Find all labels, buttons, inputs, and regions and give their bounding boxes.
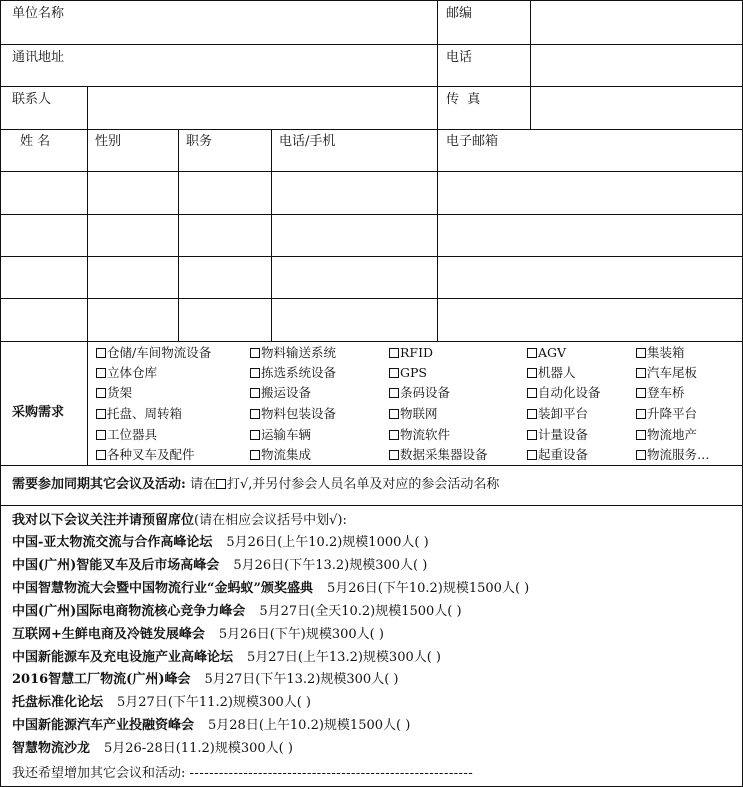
checkbox-icon[interactable] <box>527 450 537 460</box>
purchase-option-label: 数据采集器设备 <box>400 447 488 462</box>
purchase-option[interactable] <box>389 365 427 380</box>
row-divider <box>0 256 743 257</box>
purchase-option-label: 货架 <box>107 385 133 400</box>
purchase-option[interactable] <box>96 406 182 421</box>
meeting-item[interactable] <box>12 627 384 643</box>
checkbox-icon[interactable] <box>250 430 260 440</box>
meeting-title: 中国智慧物流大会暨中国物流行业“金蚂蚁”颁奖盛典 <box>12 581 313 596</box>
meetings-intro <box>12 513 347 529</box>
purchase-option[interactable] <box>527 385 601 400</box>
purchase-option-label: 物流集成 <box>261 447 312 462</box>
gender-column-header: 性别 <box>95 134 122 149</box>
other-events-instruction-pre: 请在 <box>189 477 216 492</box>
col-divider <box>530 0 531 129</box>
checkbox-icon[interactable] <box>250 450 260 460</box>
purchase-option-label: 运输车辆 <box>261 427 312 442</box>
meeting-title: 托盘标准化论坛 <box>12 695 104 710</box>
other-request-label: 我还希望增加其它会议和活动: <box>12 766 186 781</box>
meeting-detail: 5月27日(下午11.2)规模300人( ) <box>117 695 312 710</box>
meeting-detail: 5月26日(下午13.2)规模300人( ) <box>233 558 428 573</box>
purchase-option[interactable] <box>527 406 588 421</box>
purchase-option-label: 装卸平台 <box>538 406 589 421</box>
purchase-option[interactable] <box>527 447 588 462</box>
meetings-intro-title: 我对以下会议关注并请预留席位 <box>12 513 195 528</box>
purchase-option-label: 物联网 <box>400 406 438 421</box>
other-request-row <box>12 766 473 782</box>
purchase-option[interactable] <box>389 345 433 360</box>
checkbox-icon[interactable] <box>250 348 260 358</box>
checkbox-icon[interactable] <box>527 348 537 358</box>
checkbox-icon[interactable] <box>96 430 106 440</box>
meeting-detail: 5月27日(上午13.2)规模300人( ) <box>247 650 442 665</box>
purchase-option[interactable] <box>96 345 211 360</box>
purchase-option[interactable] <box>250 447 311 462</box>
meeting-detail: 5月26-28日(11.2)规模300人( ) <box>104 741 293 756</box>
purchase-option-label: AGV <box>538 345 567 360</box>
purchase-label-divider <box>87 341 88 465</box>
contact-label: 联系人 <box>12 92 52 107</box>
checkbox-icon[interactable] <box>96 409 106 419</box>
purchase-option[interactable] <box>389 447 488 462</box>
row-divider <box>0 505 743 506</box>
address-label: 通讯地址 <box>12 50 65 65</box>
meeting-detail: 5月26日(下午10.2)规模1500人( ) <box>326 581 530 596</box>
purchase-option-label: RFID <box>400 345 434 360</box>
purchase-option[interactable] <box>96 365 157 380</box>
purchase-option[interactable] <box>389 427 450 442</box>
meeting-title: 中国-亚太物流交流与合作高峰论坛 <box>12 535 213 550</box>
purchase-option-label: GPS <box>400 365 427 380</box>
meeting-item[interactable] <box>12 558 427 574</box>
row-divider <box>0 298 743 299</box>
checkbox-icon[interactable] <box>389 348 399 358</box>
purchase-option-label: 仓储/车间物流设备 <box>107 345 212 360</box>
purchase-option[interactable] <box>389 406 438 421</box>
meeting-item[interactable] <box>12 650 441 666</box>
purchase-option[interactable] <box>389 385 450 400</box>
meeting-detail: 5月27日(下午13.2)规模300人( ) <box>204 672 399 687</box>
purchase-option[interactable] <box>250 406 336 421</box>
meeting-item[interactable] <box>12 535 429 551</box>
checkbox-icon[interactable] <box>636 368 646 378</box>
purchase-option[interactable] <box>527 427 588 442</box>
row-divider <box>0 465 743 466</box>
checkbox-icon[interactable] <box>636 348 646 358</box>
col-divider <box>437 0 438 129</box>
meeting-item[interactable] <box>12 604 462 620</box>
purchase-option[interactable] <box>250 345 336 360</box>
purchase-option-label: 自动化设备 <box>538 385 601 400</box>
meeting-detail: 5月26日(下午)规模300人( ) <box>218 627 384 642</box>
checkbox-icon <box>216 479 226 489</box>
checkbox-icon[interactable] <box>389 388 399 398</box>
col-divider <box>178 129 179 341</box>
purchase-option-label: 计量设备 <box>538 427 589 442</box>
meeting-title: 智慧物流沙龙 <box>12 741 91 756</box>
purchase-option[interactable] <box>636 406 697 421</box>
purchase-option-label: 物流服务… <box>647 447 710 462</box>
checkbox-icon[interactable] <box>527 368 537 378</box>
meetings-intro-note: (请在相应会议括号中划√): <box>194 513 347 528</box>
purchase-option[interactable] <box>96 427 157 442</box>
purchase-option-label: 登车桥 <box>647 385 685 400</box>
checkbox-icon[interactable] <box>636 388 646 398</box>
checkbox-icon[interactable] <box>527 409 537 419</box>
row-divider <box>0 86 743 87</box>
row-divider <box>0 44 743 45</box>
checkbox-icon[interactable] <box>96 368 106 378</box>
col-divider <box>271 129 272 341</box>
row-divider <box>0 214 743 215</box>
purchase-option[interactable] <box>636 447 710 462</box>
meeting-title: 中国新能源汽车产业投融资峰会 <box>12 718 195 733</box>
postcode-label: 邮编 <box>446 6 473 21</box>
purchase-option-label: 工位器具 <box>107 427 158 442</box>
phone-label: 电话 <box>446 50 473 65</box>
meeting-item[interactable] <box>12 581 529 597</box>
meeting-detail: 5月26日(上午10.2)规模1000人( ) <box>226 535 429 550</box>
name-column-header: 姓 名 <box>20 134 51 149</box>
row-divider <box>0 129 743 130</box>
purchase-needs-label: 采购需求 <box>12 405 65 420</box>
checkbox-icon[interactable] <box>389 409 399 419</box>
purchase-option[interactable] <box>636 365 697 380</box>
other-events-label: 需要参加同期其它会议及活动: <box>12 477 186 492</box>
checkbox-icon[interactable] <box>527 388 537 398</box>
purchase-option-label: 物流软件 <box>400 427 451 442</box>
purchase-option-label: 物料包装设备 <box>261 406 337 421</box>
purchase-option-label: 各种叉车及配件 <box>107 447 195 462</box>
row-divider <box>0 171 743 172</box>
purchase-option[interactable] <box>250 365 336 380</box>
purchase-option-label: 搬运设备 <box>261 385 312 400</box>
purchase-option[interactable] <box>96 447 195 462</box>
company-name-label: 单位名称 <box>12 6 65 21</box>
purchase-option[interactable] <box>527 365 576 380</box>
purchase-option[interactable] <box>96 385 132 400</box>
checkbox-icon[interactable] <box>250 368 260 378</box>
checkbox-icon[interactable] <box>389 450 399 460</box>
purchase-option-label: 起重设备 <box>538 447 589 462</box>
other-request-line: ---------------------------------------------------------- <box>189 766 474 781</box>
purchase-option-label: 物料输送系统 <box>261 345 337 360</box>
checkbox-icon[interactable] <box>250 388 260 398</box>
purchase-option-label: 托盘、周转箱 <box>107 406 183 421</box>
meeting-title: 中国(广州)智能叉车及后市场高峰会 <box>12 558 220 573</box>
meeting-detail: 5月28日(上午10.2)规模1500人( ) <box>208 718 411 733</box>
checkbox-icon[interactable] <box>636 409 646 419</box>
col-divider <box>87 86 88 341</box>
checkbox-icon[interactable] <box>636 450 646 460</box>
checkbox-icon[interactable] <box>96 348 106 358</box>
purchase-option[interactable] <box>250 427 311 442</box>
purchase-option[interactable] <box>250 385 311 400</box>
meeting-title: 中国新能源车及充电设施产业高峰论坛 <box>12 650 234 665</box>
meeting-item[interactable] <box>12 718 410 734</box>
other-events-instruction-post: 打√,并另付参会人员名单及对应的参会活动名称 <box>226 477 500 492</box>
meeting-detail: 5月27日(全天10.2)规模1500人( ) <box>259 604 462 619</box>
col-divider <box>437 129 438 341</box>
meeting-item[interactable] <box>12 695 311 711</box>
phone-mobile-column-header: 电话/手机 <box>279 134 336 149</box>
checkbox-icon[interactable] <box>389 430 399 440</box>
email-column-header: 电子邮箱 <box>446 134 499 149</box>
other-events-row <box>12 477 499 493</box>
purchase-option-label: 汽车尾板 <box>647 365 698 380</box>
fax-label: 传 真 <box>446 92 481 107</box>
position-column-header: 职务 <box>186 134 213 149</box>
checkbox-icon[interactable] <box>389 368 399 378</box>
purchase-option-label: 立体仓库 <box>107 365 158 380</box>
meeting-item[interactable] <box>12 741 293 757</box>
checkbox-icon[interactable] <box>96 388 106 398</box>
meeting-item[interactable] <box>12 672 398 688</box>
purchase-option-label: 条码设备 <box>400 385 451 400</box>
purchase-option[interactable] <box>636 345 685 360</box>
meeting-title: 互联网+生鲜电商及冷链发展峰会 <box>12 627 205 642</box>
purchase-option-label: 集装箱 <box>647 345 685 360</box>
checkbox-icon[interactable] <box>636 430 646 440</box>
purchase-option-label: 物流地产 <box>647 427 698 442</box>
purchase-option[interactable] <box>527 345 566 360</box>
purchase-option-label: 机器人 <box>538 365 576 380</box>
purchase-option[interactable] <box>636 427 697 442</box>
purchase-option-label: 拣选系统设备 <box>261 365 337 380</box>
checkbox-icon[interactable] <box>250 409 260 419</box>
meeting-title: 2016智慧工厂物流(广州)峰会 <box>12 672 191 687</box>
purchase-option-label: 升降平台 <box>647 406 698 421</box>
checkbox-icon[interactable] <box>96 450 106 460</box>
row-divider <box>0 341 743 342</box>
purchase-option[interactable] <box>636 385 685 400</box>
meeting-title: 中国(广州)国际电商物流核心竞争力峰会 <box>12 604 246 619</box>
checkbox-icon[interactable] <box>527 430 537 440</box>
